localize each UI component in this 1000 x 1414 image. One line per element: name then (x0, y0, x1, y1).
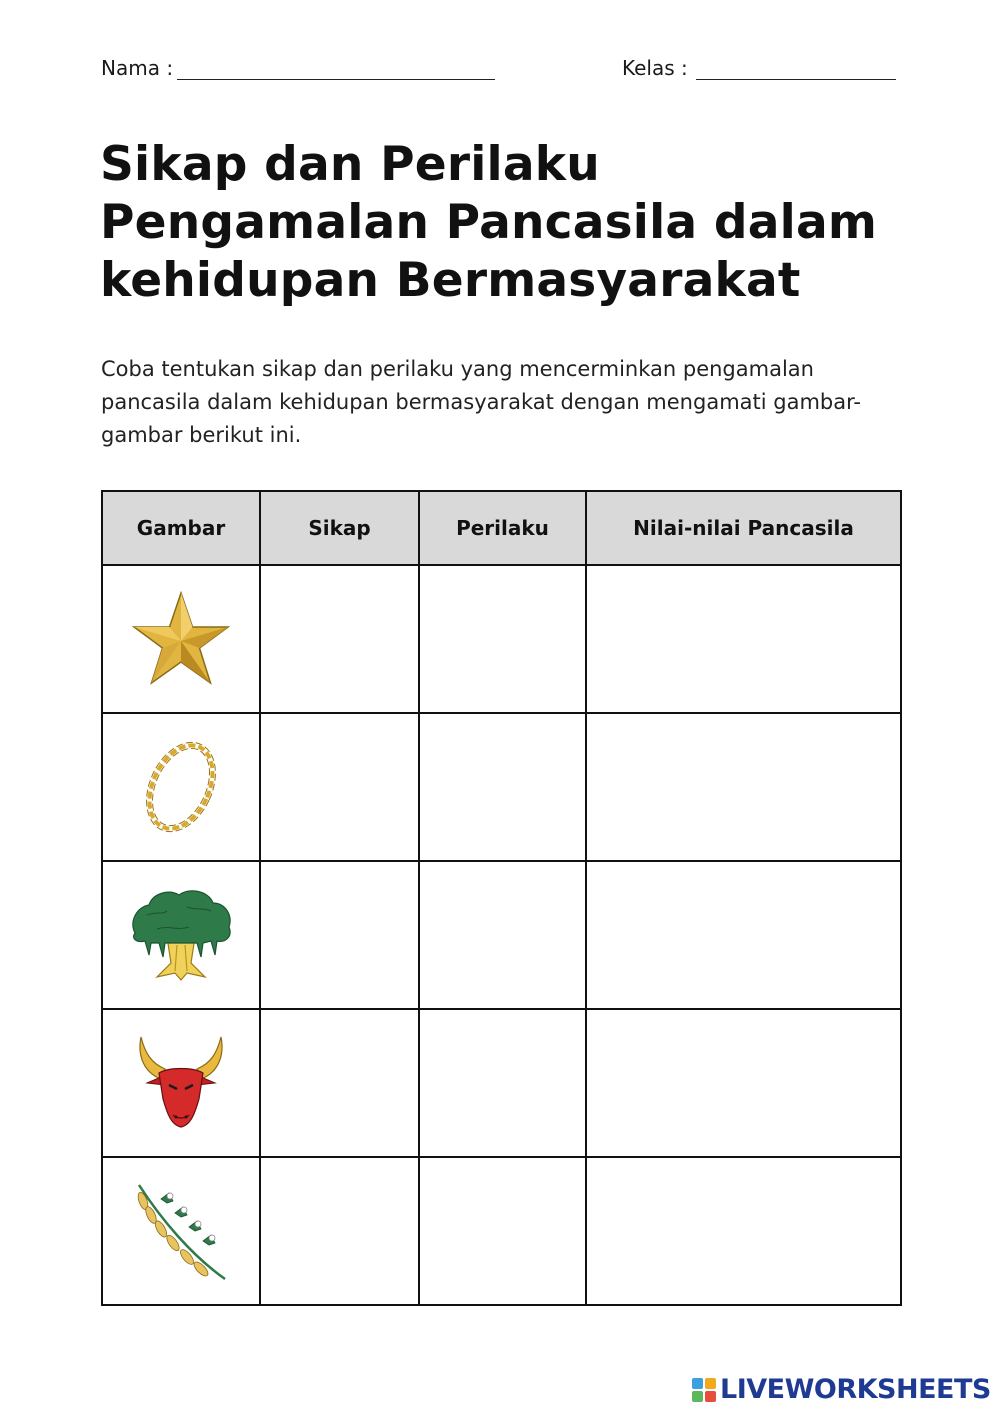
worksheet-table (101, 490, 902, 1306)
liveworksheets-logo-icon (692, 1378, 716, 1402)
picture-cell (102, 1157, 260, 1305)
liveworksheets-brand (692, 1374, 991, 1405)
sikap-cell[interactable] (260, 1009, 419, 1157)
name-field (101, 56, 495, 80)
class-input-line[interactable] (696, 57, 896, 80)
class-label: Kelas : (622, 56, 688, 80)
star-icon (131, 591, 231, 687)
sikap-cell[interactable] (260, 1157, 419, 1305)
table-row (102, 1009, 901, 1157)
col-header-sikap: Sikap (260, 491, 419, 565)
sikap-cell[interactable] (260, 861, 419, 1009)
rice-cotton-icon (131, 1179, 231, 1283)
sikap-cell[interactable] (260, 565, 419, 713)
name-label: Nama : (101, 56, 174, 80)
table-row (102, 1157, 901, 1305)
picture-cell (102, 565, 260, 713)
sikap-cell[interactable] (260, 713, 419, 861)
table-row (102, 861, 901, 1009)
class-field (622, 56, 896, 80)
instruction-text: Coba tentukan sikap dan perilaku yang mencerminkan pengamalan pancasila dalam kehidupan bermasyarakat dengan mengamati gambar-gambar berikut ini. (101, 357, 861, 447)
nilai-cell[interactable] (586, 861, 901, 1009)
col-header-nilai: Nilai-nilai Pancasila (586, 491, 901, 565)
perilaku-cell[interactable] (419, 713, 586, 861)
brand-text: LIVEWORKSHEETS (720, 1374, 991, 1405)
nilai-cell[interactable] (586, 1157, 901, 1305)
name-input-line[interactable] (177, 57, 495, 80)
picture-cell (102, 1009, 260, 1157)
perilaku-cell[interactable] (419, 1157, 586, 1305)
table-row (102, 565, 901, 713)
nilai-cell[interactable] (586, 1009, 901, 1157)
table-row (102, 713, 901, 861)
page-title: Sikap dan Perilaku Pengamalan Pancasila dalam kehidupan Bermasyarakat (100, 137, 878, 308)
nilai-cell[interactable] (586, 565, 901, 713)
col-header-gambar: Gambar (102, 491, 260, 565)
col-header-perilaku: Perilaku (419, 491, 586, 565)
banyan-tree-icon (127, 885, 235, 985)
table-header-row (102, 491, 901, 565)
chain-icon (136, 737, 226, 837)
perilaku-cell[interactable] (419, 1009, 586, 1157)
perilaku-cell[interactable] (419, 565, 586, 713)
picture-cell (102, 861, 260, 1009)
bull-head-icon (133, 1033, 229, 1133)
nilai-cell[interactable] (586, 713, 901, 861)
picture-cell (102, 713, 260, 861)
perilaku-cell[interactable] (419, 861, 586, 1009)
